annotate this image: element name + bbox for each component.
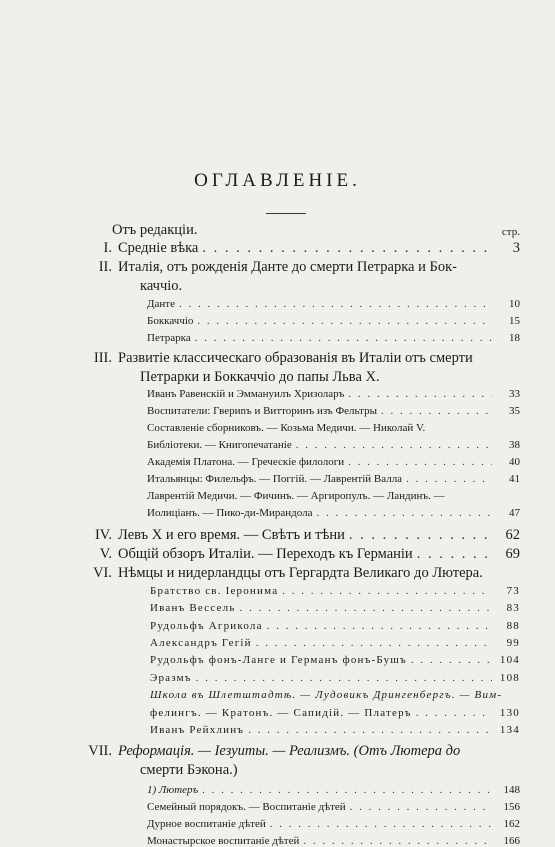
dot-leader (196, 672, 492, 684)
toc-entry (150, 602, 520, 614)
page-number: 18 (509, 332, 520, 344)
toc-entry (82, 527, 520, 544)
entry-title: Иолиціанъ. — Пико-ди-Мирандола (147, 507, 313, 519)
entry-title: Боккаччіо (147, 315, 194, 327)
entry-title: фелингъ. — Кратонъ. — Сапидій. — Платеръ (150, 707, 412, 719)
chapter-number: III. (93, 350, 112, 366)
page-number: 73 (506, 585, 520, 597)
dot-leader (411, 654, 492, 666)
entry-title: Реформація. — Іезуиты. — Реализмъ. (Отъ Лютера до (118, 743, 461, 759)
toc-entry (147, 388, 520, 400)
entry-title: Общій обзоръ Италіи. — Переходъ къ Германіи (118, 546, 413, 562)
page-number: 104 (499, 654, 520, 666)
entry-title: Семейный порядокъ. — Воспитаніе дѣтей (147, 801, 346, 813)
dot-leader (197, 315, 492, 327)
toc-entry (140, 369, 520, 386)
chapter-number: VI. (93, 565, 112, 581)
toc-entry (147, 405, 520, 417)
toc-entry (82, 259, 520, 276)
entry-title: Петрарки и Боккаччіо до папы Льва X. (140, 369, 380, 385)
entry-title: Дурное воспитаніе дѣтей (147, 818, 266, 830)
toc-entry (147, 818, 520, 830)
entry-title: Данте (147, 298, 175, 310)
toc-entry (147, 422, 520, 434)
entry-title: Воспитатели: Гвериnъ и Витторинъ изъ Фельтры (147, 405, 377, 417)
entry-title: Академія Платона. — Греческіе филологи (147, 456, 345, 468)
dot-leader (282, 585, 492, 597)
page-number: 33 (509, 388, 520, 400)
dot-leader (202, 240, 492, 257)
entry-title: Нѣмцы и нидерландцы отъ Гергардта Великаго до Лютера. (118, 565, 483, 581)
entry-title: Петрарка (147, 332, 191, 344)
dot-leader (349, 527, 492, 544)
page-number: 83 (506, 602, 520, 614)
entry-title: Иванъ Вессель (150, 602, 236, 614)
entry-title: каччіо. (140, 278, 183, 294)
dot-leader (179, 298, 492, 310)
entry-title: Развитіе классическаго образованія въ Италіи отъ смерти (118, 350, 473, 366)
toc-entry (147, 439, 520, 451)
entry-title: Рудольфъ фонъ-Ланге и Германъ фонъ-Бушъ (150, 654, 407, 666)
dot-leader (256, 637, 492, 649)
toc-entry (147, 298, 520, 310)
entry-title: Итальянцы: Филельфъ. — Поггій. — Лаврентій Валла (147, 473, 403, 485)
dot-leader (348, 456, 492, 468)
chapter-number: I. (103, 240, 112, 256)
toc-entry (150, 620, 520, 632)
chapter-number: IV. (94, 527, 112, 543)
dot-leader (296, 439, 492, 451)
dot-leader (317, 507, 492, 519)
toc-entry (150, 672, 520, 684)
toc-entry (147, 332, 520, 344)
chapter-number: V. (99, 546, 112, 562)
toc-entry (112, 222, 520, 239)
entry-title: Эразмъ (150, 672, 192, 684)
dot-leader (202, 784, 492, 796)
entry-title: Библіотеки. — Книгопечатаніе (147, 439, 292, 451)
toc-entry (150, 689, 520, 701)
page-number: 3 (512, 240, 520, 256)
entry-title: Иванъ Равенскій и Эммануилъ Хризоларъ (147, 388, 345, 400)
page-number: 148 (503, 784, 520, 796)
page-number: 156 (503, 801, 520, 813)
toc-entry (147, 315, 520, 327)
entry-title: Александръ Гегій (150, 637, 252, 649)
toc-entry (150, 724, 520, 736)
toc-entry (150, 654, 520, 666)
toc-entry (82, 546, 520, 563)
toc-entry (140, 762, 520, 779)
dot-leader (270, 818, 492, 830)
toc-entry (140, 278, 520, 295)
page-number: 134 (499, 724, 520, 736)
entry-title: Средніе вѣка (118, 240, 199, 256)
toc-entry (147, 456, 520, 468)
toc-entry (82, 565, 520, 582)
entry-title: Братство св. Іеронима (150, 585, 279, 597)
page-number: 99 (506, 637, 520, 649)
dot-leader (195, 332, 492, 344)
entry-title: Левъ X и его время. — Свѣтъ и тѣни (118, 527, 345, 543)
page-title: ОГЛАВЛЕНІЕ. (194, 170, 361, 191)
dot-leader (303, 835, 492, 847)
page-number: 162 (503, 818, 520, 830)
page-number: 62 (505, 527, 520, 543)
entry-title: Лаврентій Медичи. — Фичинъ. — Аргиропулъ. — Ландинъ. — (147, 490, 445, 502)
dot-leader (350, 801, 492, 813)
toc-entry (147, 473, 520, 485)
entry-title: Монастырское воспитаніе дѣтей (147, 835, 300, 847)
page-number: 10 (509, 298, 520, 310)
chapter-number: II. (98, 259, 112, 275)
page-number: 69 (505, 546, 520, 562)
toc-entry (82, 240, 520, 257)
page-number: 35 (509, 405, 520, 417)
entry-title: смерти Бэкона.) (140, 762, 238, 778)
page-number: 108 (499, 672, 520, 684)
dot-leader (416, 707, 492, 719)
entry-title: Иванъ Рейхлинъ (150, 724, 245, 736)
toc-entry (147, 835, 520, 847)
toc-entry (147, 507, 520, 519)
toc-entry (147, 801, 520, 813)
entry-title: 1) Лютеръ (147, 784, 199, 796)
page-number: 88 (506, 620, 520, 632)
title-rule (266, 213, 306, 214)
dot-leader (406, 473, 492, 485)
toc-entry (150, 707, 520, 719)
dot-leader (267, 620, 492, 632)
page-number: 38 (509, 439, 520, 451)
page-number: 130 (499, 707, 520, 719)
entry-title: Школа въ Шлетштадтѣ. — Лудовикъ Дрингенбергъ. — Вим- (150, 689, 503, 701)
page-number: 47 (509, 507, 520, 519)
dot-leader (417, 546, 492, 563)
toc-entry (147, 784, 520, 796)
entry-title: Италія, отъ рожденія Данте до смерти Петрарка и Бок- (118, 259, 457, 275)
toc-entry (150, 637, 520, 649)
page-number: 15 (509, 315, 520, 327)
toc-entry (150, 585, 520, 597)
dot-leader (381, 405, 492, 417)
entry-title: Составленіе сборниковъ. — Козьма Медичи. — Николай V. (147, 422, 426, 434)
entry-title: Отъ редакціи. (112, 222, 198, 238)
dot-leader (348, 388, 492, 400)
dot-leader (240, 602, 492, 614)
toc-entry (82, 743, 520, 760)
page-number: 166 (503, 835, 520, 847)
toc-entry (82, 350, 520, 367)
page-column-header: стр. (501, 226, 520, 238)
entry-title: Рудольфъ Агрикола (150, 620, 263, 632)
page-number: 41 (509, 473, 520, 485)
chapter-number: VII. (88, 743, 112, 759)
page-number: 40 (509, 456, 520, 468)
dot-leader (248, 724, 492, 736)
toc-entry (147, 490, 520, 502)
